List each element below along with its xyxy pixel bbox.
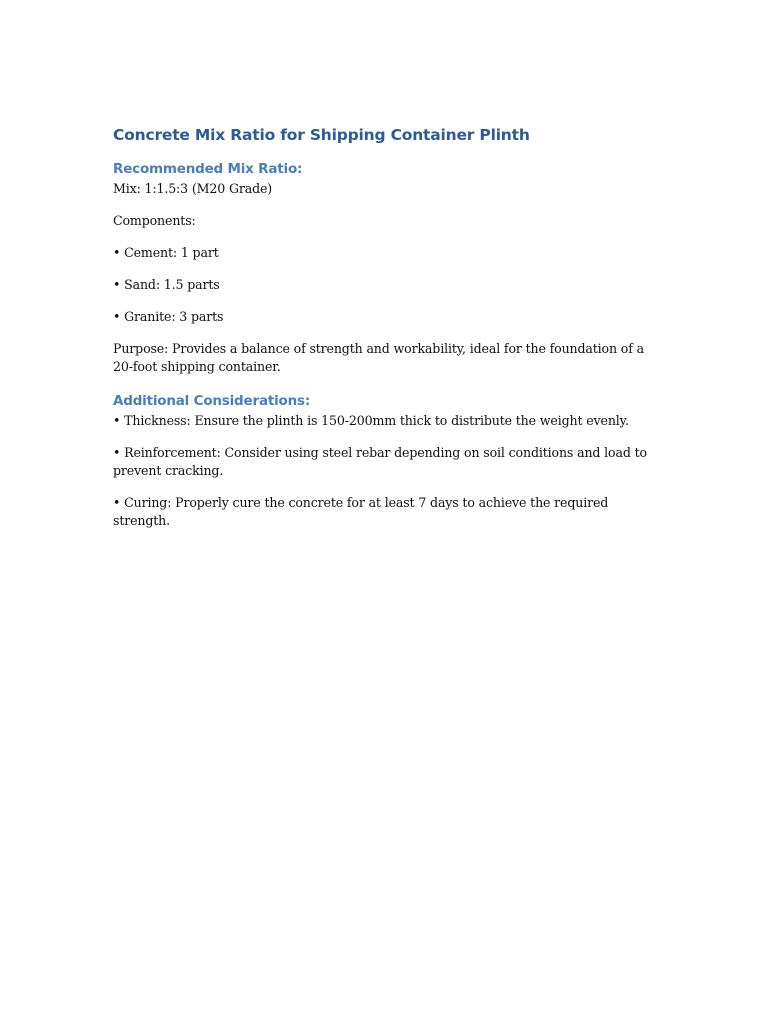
list-item-thickness: • Thickness: Ensure the plinth is 150-200mm thick to distribute the weight evenly. (113, 413, 629, 428)
list-item-cement: • Cement: 1 part (113, 245, 219, 260)
list-item-sand: • Sand: 1.5 parts (113, 277, 220, 292)
section-recommended-mix (113, 158, 653, 376)
section-additional-considerations (113, 390, 653, 530)
purpose-paragraph: Purpose: Provides a balance of strength and workability, ideal for the foundation of a 20-foot shipping container. (113, 341, 644, 374)
list-item-reinforcement: • Reinforcement: Consider using steel rebar depending on soil conditions and load to prevent cracking. (113, 445, 647, 478)
section-heading-additional-considerations: Additional Considerations: (113, 393, 311, 409)
document-title: Concrete Mix Ratio for Shipping Container Plinth (113, 126, 530, 144)
mix-paragraph: Mix: 1:1.5:3 (M20 Grade) (113, 181, 273, 196)
list-item-granite: • Granite: 3 parts (113, 309, 224, 324)
list-item-curing: • Curing: Properly cure the concrete for at least 7 days to achieve the required strength. (113, 495, 609, 528)
section-heading-recommended-mix: Recommended Mix Ratio: (113, 161, 303, 177)
document-page (113, 122, 653, 530)
components-label: Components: (113, 213, 196, 228)
